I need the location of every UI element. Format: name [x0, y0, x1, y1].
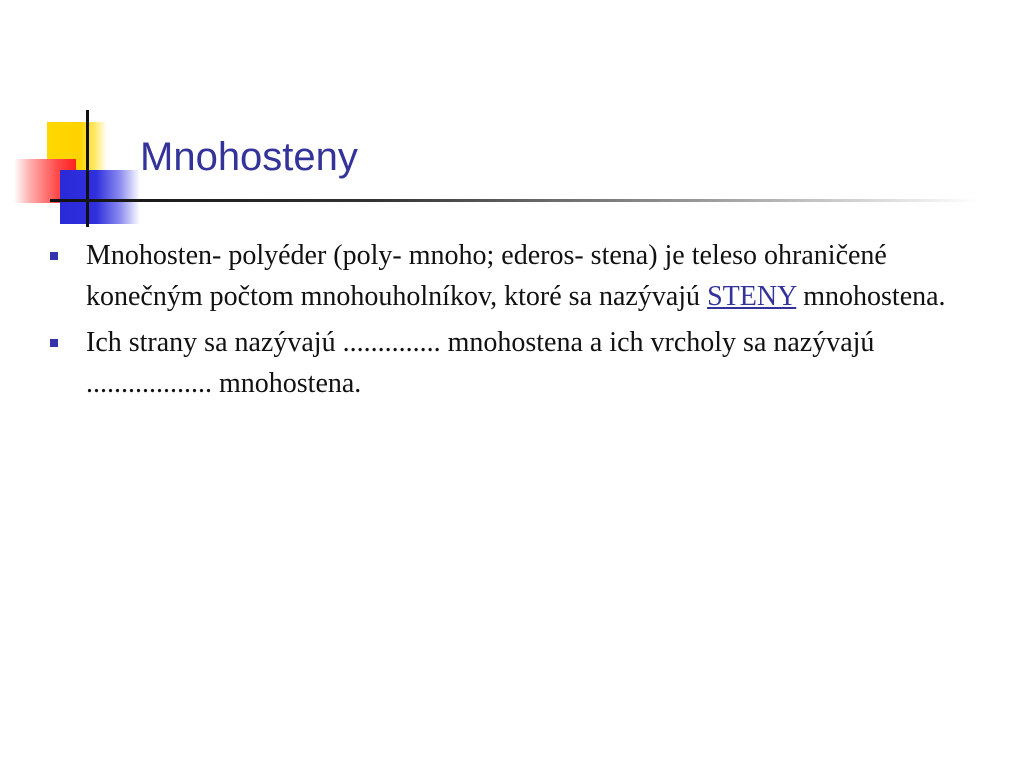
title-underline [50, 199, 980, 202]
slide-title: Mnohosteny [140, 135, 358, 179]
bullet-item-1 [46, 236, 1006, 317]
bullet-2-text: Ich strany sa nazývajú .............. mnohostena a ich vrcholy sa nazývajú .................. mnohostena. [86, 327, 875, 399]
bullet-list [46, 236, 1006, 410]
square-bullet-icon [50, 252, 58, 260]
square-bullet-icon [50, 339, 58, 347]
bullet-item-2 [46, 323, 1006, 404]
bullet-1-text-after: mnohostena. [796, 280, 946, 312]
bullet-1-text-before: Mnohosten- polyéder (poly- mnoho; ederos- stena) je teleso ohraničené konečným počtom mnohouholníkov, ktoré sa nazývajú [86, 240, 887, 312]
logo-blue-square [60, 170, 140, 224]
steny-link[interactable]: STENY [707, 280, 797, 312]
logo-vertical-line [86, 110, 89, 227]
